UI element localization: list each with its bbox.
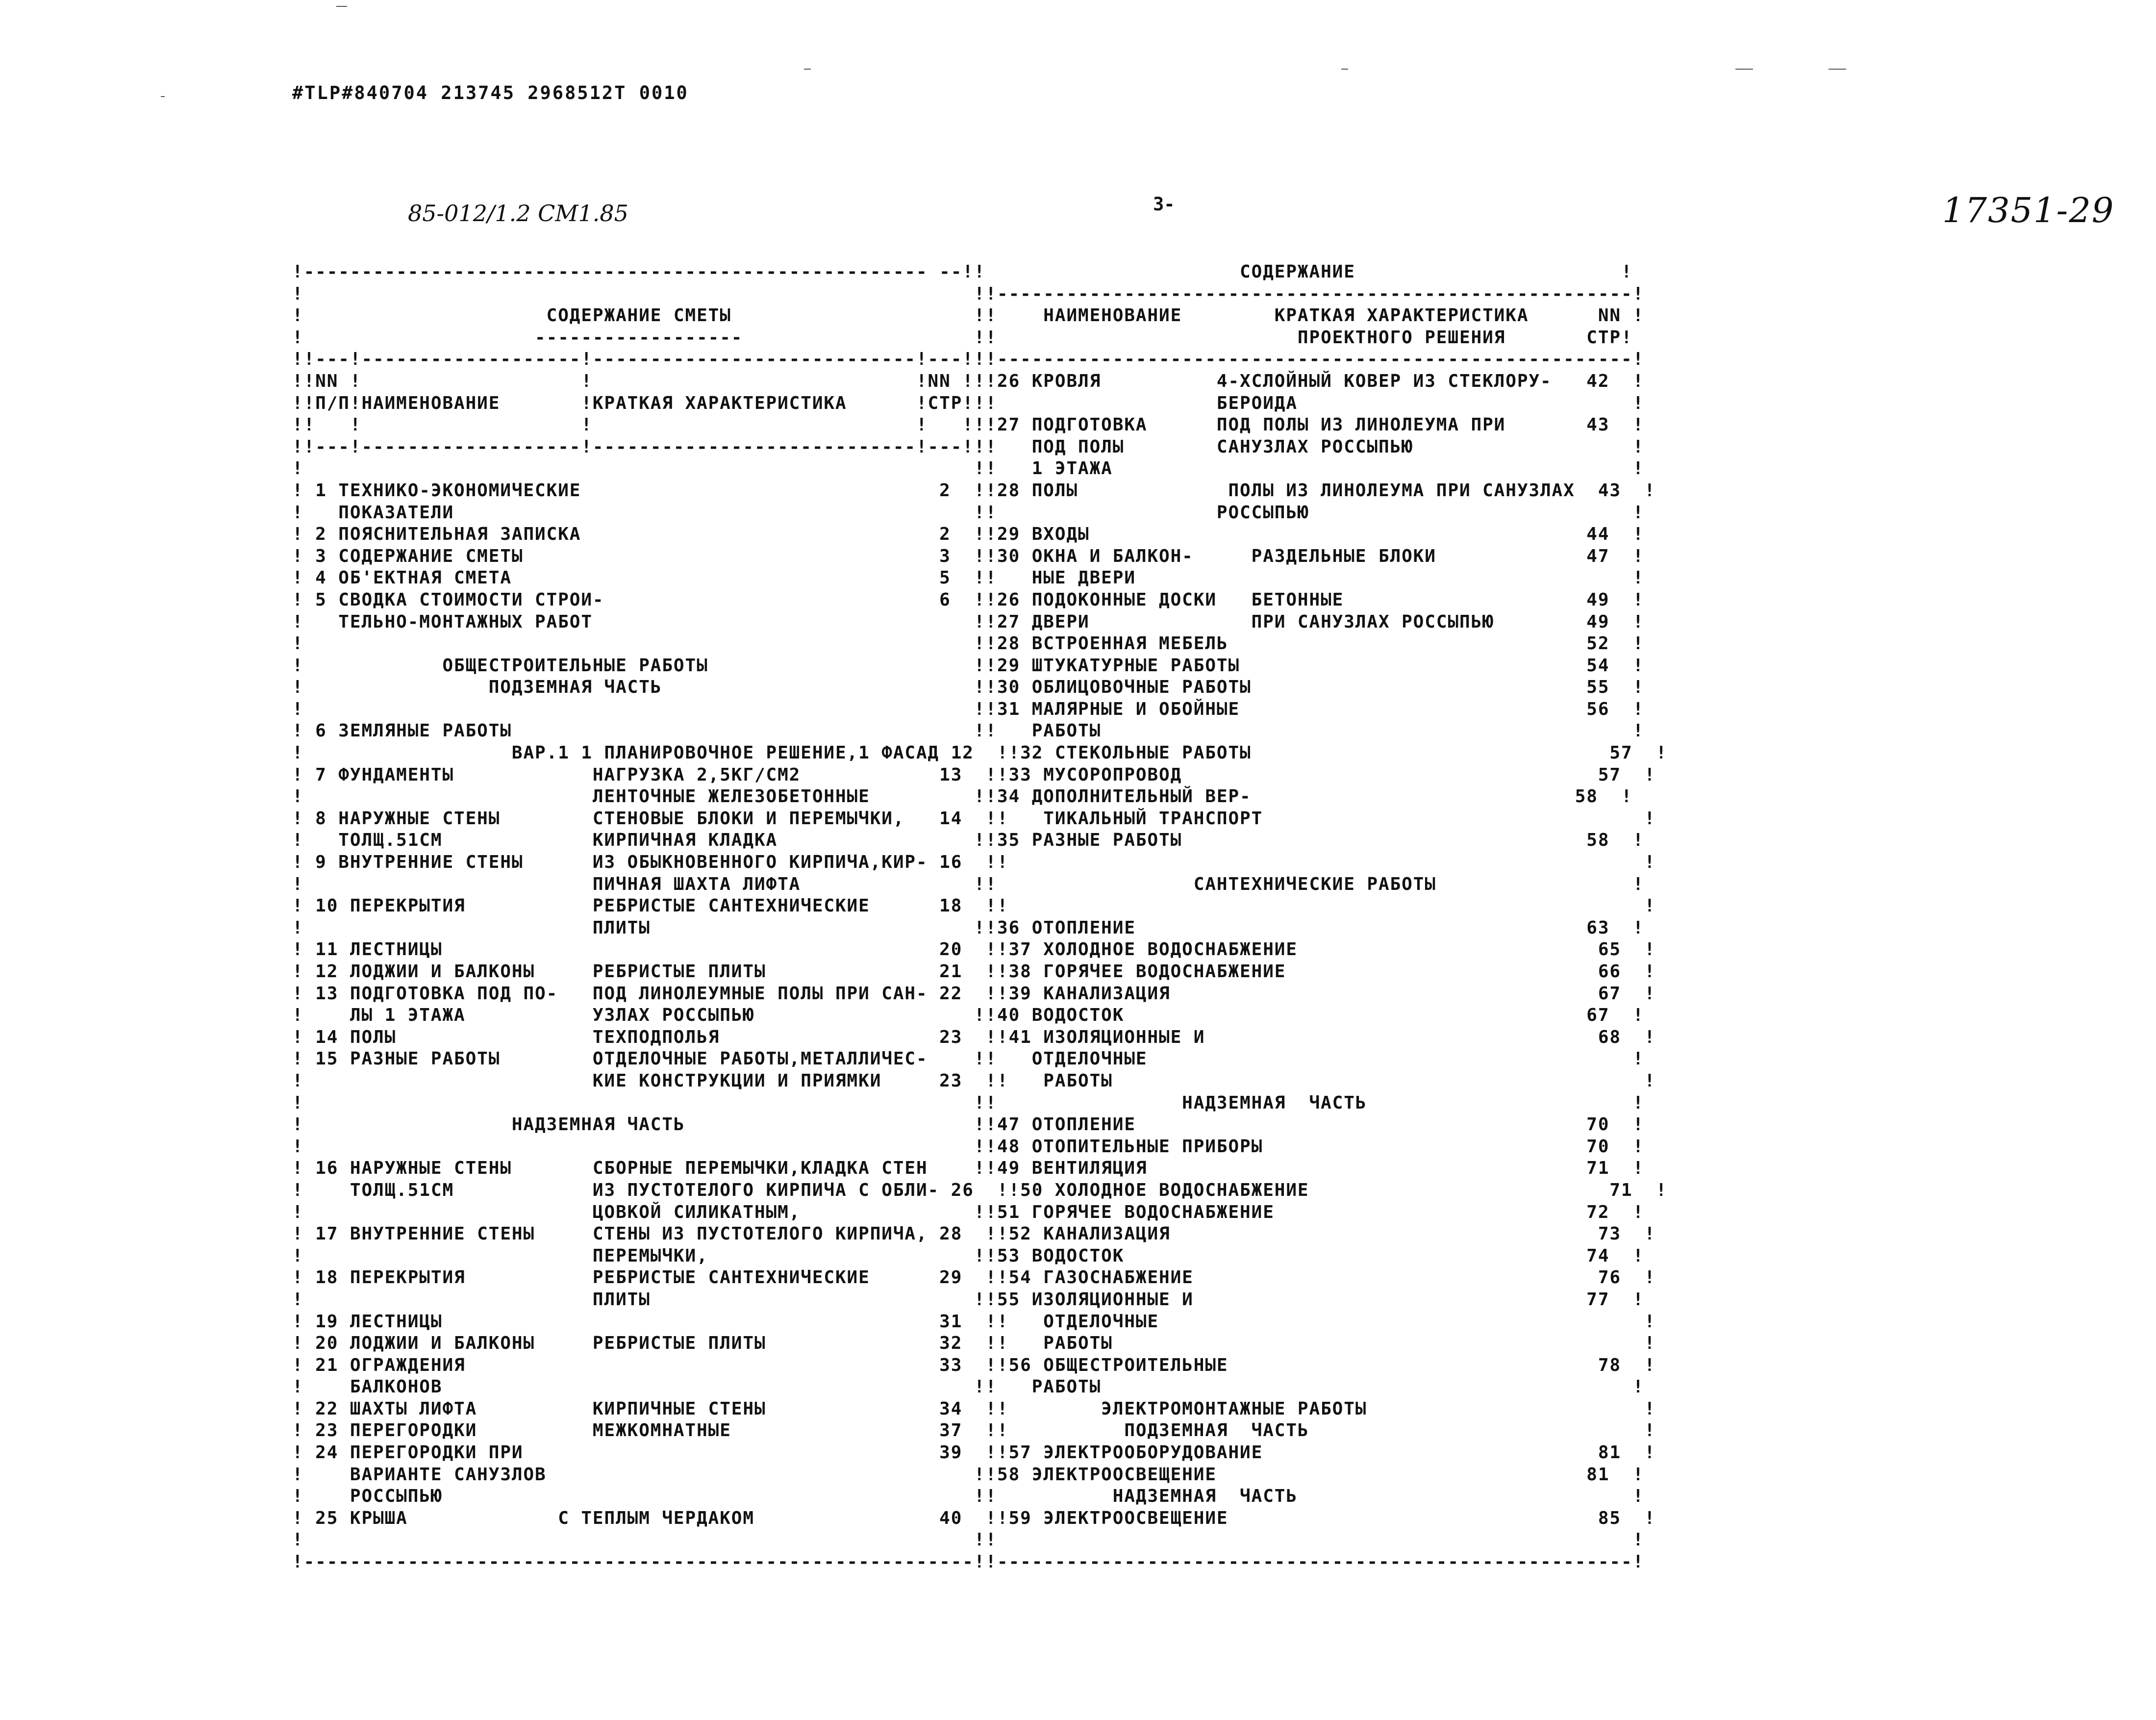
listing-line: ! ТЕЛЬНО-МОНТАЖНЫХ РАБОТ !!27 ДВЕРИ ПРИ САНУЗЛАХ РОССЫПЬЮ 49 ! [292, 611, 1645, 632]
listing-line: ! ВАРИАНТЕ САНУЗЛОВ !!58 ЭЛЕКТРООСВЕЩЕНИЕ 81 ! [292, 1464, 1645, 1485]
tlp-header-line: #TLP#840704 213745 2968512T 0010 [292, 82, 689, 103]
listing-line: ! НАДЗЕМНАЯ ЧАСТЬ !!47 ОТОПЛЕНИЕ 70 ! [292, 1114, 1645, 1135]
listing-line: ! ТОЛЩ.51СМ КИРПИЧНАЯ КЛАДКА !!35 РАЗНЫЕ РАБОТЫ 58 ! [292, 830, 1645, 851]
listing-line: ! !!28 ВСТРОЕННАЯ МЕБЕЛЬ 52 ! [292, 633, 1645, 654]
listing-line: ! 11 ЛЕСТНИЦЫ 20 !!37 ХОЛОДНОЕ ВОДОСНАБЖЕНИЕ 65 ! [292, 939, 1656, 960]
listing-line: ! СОДЕРЖАНИЕ СМЕТЫ !! НАИМЕНОВАНИЕ КРАТКАЯ ХАРАКТЕРИСТИКА NN ! [292, 305, 1645, 326]
listing-line: ! 3 СОДЕРЖАНИЕ СМЕТЫ 3 !!30 ОКНА И БАЛКОН- РАЗДЕЛЬНЫЕ БЛОКИ 47 ! [292, 546, 1645, 566]
listing-line: ! ПОДЗЕМНАЯ ЧАСТЬ !!30 ОБЛИЦОВОЧНЫЕ РАБОТЫ 55 ! [292, 677, 1645, 698]
page-number: 3- [1153, 194, 1175, 215]
scan-speck [336, 6, 347, 7]
listing-line: ! 16 НАРУЖНЫЕ СТЕНЫ СБОРНЫЕ ПЕРЕМЫЧКИ,КЛАДКА СТЕН !!49 ВЕНТИЛЯЦИЯ 71 ! [292, 1158, 1645, 1179]
listing-line: ! БАЛКОНОВ !! РАБОТЫ ! [292, 1377, 1645, 1397]
listing-line: ! 18 ПЕРЕКРЫТИЯ РЕБРИСТЫЕ САНТЕХНИЧЕСКИЕ 29 !!54 ГАЗОСНАБЖЕНИЕ 76 ! [292, 1267, 1656, 1288]
scan-speck [1735, 69, 1753, 70]
listing-line: ! 8 НАРУЖНЫЕ СТЕНЫ СТЕНОВЫЕ БЛОКИ И ПЕРЕМЫЧКИ, 14 !! ТИКАЛЬНЫЙ ТРАНСПОРТ ! [292, 808, 1656, 829]
listing-line: ! ЦОВКОЙ СИЛИКАТНЫМ, !!51 ГОРЯЧЕЕ ВОДОСНАБЖЕНИЕ 72 ! [292, 1202, 1645, 1222]
listing-line: ! ЛЫ 1 ЭТАЖА УЗЛАХ РОССЫПЬЮ !!40 ВОДОСТОК 67 ! [292, 1005, 1645, 1026]
listing-line: ! ТОЛЩ.51СМ ИЗ ПУСТОТЕЛОГО КИРПИЧА С ОБЛИ- 26 !!50 ХОЛОДНОЕ ВОДОСНАБЖЕНИЕ 71 ! [292, 1180, 1668, 1200]
scan-speck [161, 96, 165, 97]
listing-line: ! 22 ШАХТЫ ЛИФТА КИРПИЧНЫЕ СТЕНЫ 34 !! ЭЛЕКТРОМОНТАЖНЫЕ РАБОТЫ ! [292, 1398, 1656, 1419]
scan-speck [804, 69, 811, 70]
listing-line: ! 19 ЛЕСТНИЦЫ 31 !! ОТДЕЛОЧНЫЕ ! [292, 1311, 1656, 1332]
listing-line: ! !!31 МАЛЯРНЫЕ И ОБОЙНЫЕ 56 ! [292, 699, 1645, 719]
listing-line: ! 1 ТЕХНИКО-ЭКОНОМИЧЕСКИЕ 2 !!28 ПОЛЫ ПОЛЫ ИЗ ЛИНОЛЕУМА ПРИ САНУЗЛАХ 43 ! [292, 480, 1656, 501]
listing-line: ! 10 ПЕРЕКРЫТИЯ РЕБРИСТЫЕ САНТЕХНИЧЕСКИЕ 18 !! ! [292, 896, 1656, 916]
listing-line: ! ВАР.1 1 ПЛАНИРОВОЧНОЕ РЕШЕНИЕ,1 ФАСАД 12 !!32 СТЕКОЛЬНЫЕ РАБОТЫ 57 ! [292, 743, 1668, 763]
listing-line: ! ПЕРЕМЫЧКИ, !!53 ВОДОСТОК 74 ! [292, 1245, 1645, 1266]
listing-line: !!П/П!НАИМЕНОВАНИЕ !КРАТКАЯ ХАРАКТЕРИСТИКА !СТР!!! БЕРОИДА ! [292, 393, 1645, 413]
listing-line: ! !! ! [292, 1530, 1645, 1550]
listing-line: ! 20 ЛОДЖИИ И БАЛКОНЫ РЕБРИСТЫЕ ПЛИТЫ 32 !! РАБОТЫ ! [292, 1333, 1656, 1354]
listing-line: ! 13 ПОДГОТОВКА ПОД ПО- ПОД ЛИНОЛЕУМНЫЕ ПОЛЫ ПРИ САН- 22 !!39 КАНАЛИЗАЦИЯ 67 ! [292, 983, 1656, 1004]
listing-line: ! ПЛИТЫ !!36 ОТОПЛЕНИЕ 63 ! [292, 917, 1645, 938]
listing-line: ! 7 ФУНДАМЕНТЫ НАГРУЗКА 2,5КГ/СМ2 13 !!33 МУСОРОПРОВОД 57 ! [292, 764, 1656, 785]
listing-line: ! 5 СВОДКА СТОИМОСТИ СТРОИ- 6 !!26 ПОДОКОННЫЕ ДОСКИ БЕТОННЫЕ 49 ! [292, 589, 1645, 610]
listing-line: ! 14 ПОЛЫ ТЕХПОДПОЛЬЯ 23 !!41 ИЗОЛЯЦИОННЫЕ И 68 ! [292, 1027, 1656, 1047]
listing-line: ! !! НАДЗЕМНАЯ ЧАСТЬ ! [292, 1092, 1645, 1113]
listing-line: ! РОССЫПЬЮ !! НАДЗЕМНАЯ ЧАСТЬ ! [292, 1486, 1645, 1507]
listing-line: ! ПИЧНАЯ ШАХТА ЛИФТА !! САНТЕХНИЧЕСКИЕ РАБОТЫ ! [292, 874, 1645, 894]
listing-line: !!---!-------------------!----------------------------!---!!! ПОД ПОЛЫ САНУЗЛАХ РОССЫПЬЮ ! [292, 436, 1645, 457]
listing-line: ! !!-------------------------------------------------------! [292, 283, 1645, 304]
listing-line: !----------------------------------------------------------!!-------------------------------------------------------! [292, 1552, 1645, 1572]
listing-line: ! 9 ВНУТРЕННИЕ СТЕНЫ ИЗ ОБЫКНОВЕННОГО КИРПИЧА,КИР- 16 !! ! [292, 852, 1656, 873]
listing-line: ! ЛЕНТОЧНЫЕ ЖЕЛЕЗОБЕТОННЫЕ !!34 ДОПОЛНИТЕЛЬНЫЙ ВЕР- 58 ! [292, 786, 1633, 807]
listing-line: ! 24 ПЕРЕГОРОДКИ ПРИ 39 !!57 ЭЛЕКТРООБОРУДОВАНИЕ 81 ! [292, 1442, 1656, 1463]
listing-line: ! ПОКАЗАТЕЛИ !! РОССЫПЬЮ ! [292, 502, 1645, 523]
listing-line: ! ------------------ !! ПРОЕКТНОГО РЕШЕНИЯ СТР! [292, 327, 1633, 348]
listing-line: ! 15 РАЗНЫЕ РАБОТЫ ОТДЕЛОЧНЫЕ РАБОТЫ,МЕТАЛЛИЧЕС- !! ОТДЕЛОЧНЫЕ ! [292, 1049, 1645, 1069]
listing-line: ! 25 КРЫША С ТЕПЛЫМ ЧЕРДАКОМ 40 !!59 ЭЛЕКТРООСВЕЩЕНИЕ 85 ! [292, 1508, 1656, 1528]
listing-line: !!NN ! ! !NN !!!26 КРОВЛЯ 4-ХСЛОЙНЫЙ КОВЕР ИЗ СТЕКЛОРУ- 42 ! [292, 371, 1645, 391]
listing-line: ! !! 1 ЭТАЖА ! [292, 458, 1645, 479]
estimate-contents-listing [292, 261, 1667, 1573]
listing-line: ! !!48 ОТОПИТЕЛЬНЫЕ ПРИБОРЫ 70 ! [292, 1136, 1645, 1157]
listing-line: ! 2 ПОЯСНИТЕЛЬНАЯ ЗАПИСКА 2 !!29 ВХОДЫ 44 ! [292, 524, 1645, 545]
listing-line: ! ПЛИТЫ !!55 ИЗОЛЯЦИОННЫЕ И 77 ! [292, 1289, 1645, 1310]
listing-line: ! 17 ВНУТРЕННИЕ СТЕНЫ СТЕНЫ ИЗ ПУСТОТЕЛОГО КИРПИЧА, 28 !!52 КАНАЛИЗАЦИЯ 73 ! [292, 1224, 1656, 1244]
listing-line: ! 6 ЗЕМЛЯНЫЕ РАБОТЫ !! РАБОТЫ ! [292, 721, 1645, 741]
handwritten-project-code: 85-012/1.2 СМ1.85 [408, 200, 628, 227]
listing-line: ! 12 ЛОДЖИИ И БАЛКОНЫ РЕБРИСТЫЕ ПЛИТЫ 21 !!38 ГОРЯЧЕЕ ВОДОСНАБЖЕНИЕ 66 ! [292, 961, 1656, 982]
listing-line: ! ОБЩЕСТРОИТЕЛЬНЫЕ РАБОТЫ !!29 ШТУКАТУРНЫЕ РАБОТЫ 54 ! [292, 655, 1645, 676]
listing-line: ! 4 ОБ'ЕКТНАЯ СМЕТА 5 !! НЫЕ ДВЕРИ ! [292, 568, 1645, 588]
scan-speck [1829, 69, 1846, 70]
listing-line: ! 23 ПЕРЕГОРОДКИ МЕЖКОМНАТНЫЕ 37 !! ПОДЗЕМНАЯ ЧАСТЬ ! [292, 1420, 1656, 1441]
listing-line: !!---!-------------------!----------------------------!---!!!-------------------------------------------------------! [292, 349, 1645, 370]
listing-line: !------------------------------------------------------ --!! СОДЕРЖАНИЕ ! [292, 262, 1633, 282]
scan-speck [1341, 69, 1348, 70]
listing-line: ! КИЕ КОНСТРУКЦИИ И ПРИЯМКИ 23 !! РАБОТЫ ! [292, 1070, 1656, 1091]
handwritten-document-number: 17351-29 [1942, 190, 2115, 230]
listing-line: ! 21 ОГРАЖДЕНИЯ 33 !!56 ОБЩЕСТРОИТЕЛЬНЫЕ 78 ! [292, 1355, 1656, 1375]
listing-line: !! ! ! ! !!!27 ПОДГОТОВКА ПОД ПОЛЫ ИЗ ЛИНОЛЕУМА ПРИ 43 ! [292, 415, 1645, 435]
